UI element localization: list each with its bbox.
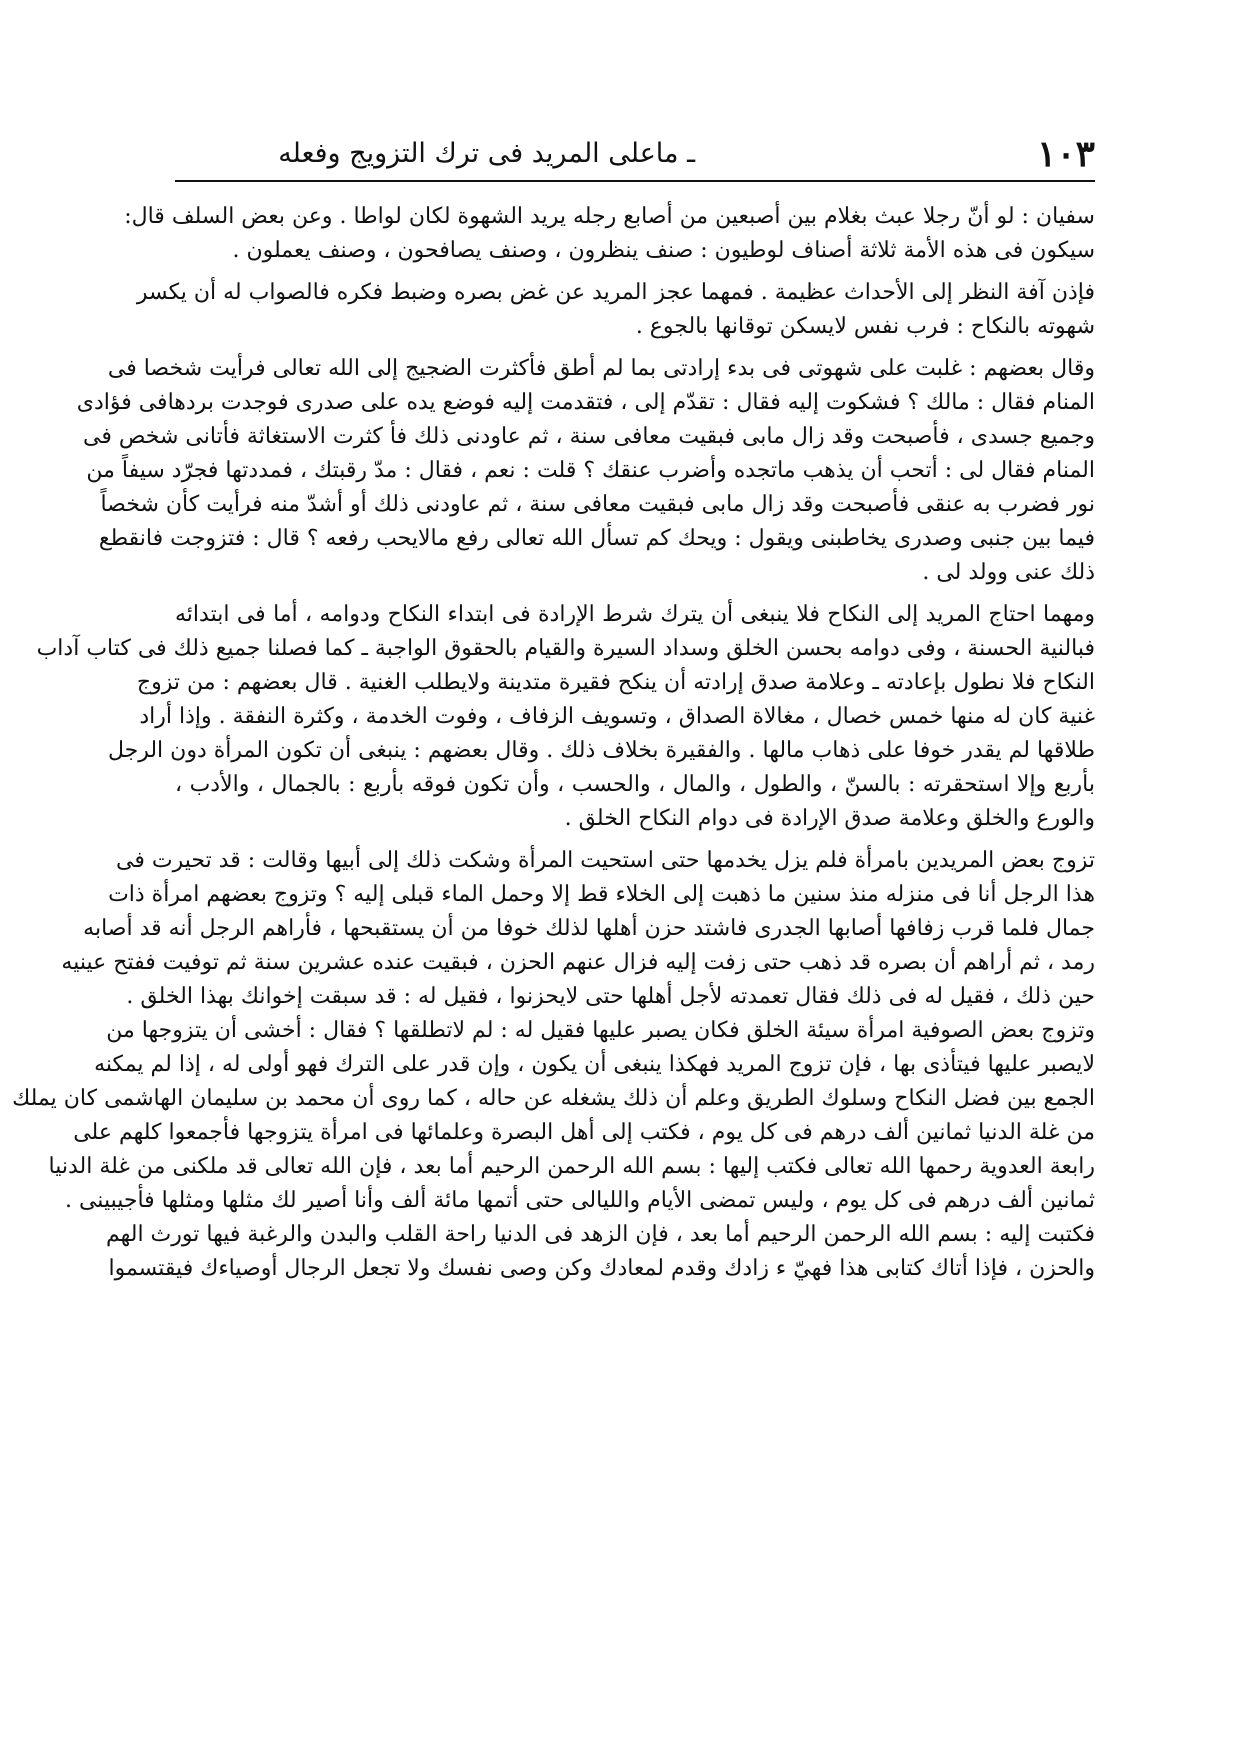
paragraph xyxy=(136,276,1095,344)
text-line: وقال بعضهم : غلبت على شهوتى فى بدء إرادتى بما لم أطق فأكثرت الضجيج إلى الله تعالى فرأيت شخصا فى xyxy=(107,356,1095,381)
text-line: غنية كان له منها خمس خصال ، مغالاة الصداق ، وتسويف الزفاف ، وفوت الخدمة ، وكثرة النفقة . وإذا أراد xyxy=(139,704,1095,729)
text-line: رمد ، ثم أراهم أن بصره قد ذهب حتى زفت إليه فزال عنهم الحزن ، فبقيت عنده عشرين سنة ثم توفيت ففتح عينيه xyxy=(61,950,1095,975)
running-title: ـ ماعلى المريد فى ترك التزويج وفعله xyxy=(278,138,695,169)
paragraph xyxy=(12,844,1095,1286)
text-line: والحزن ، فإذا أتاك كتابى هذا فهيّ ء زادك وقدم لمعادك وكن وصى نفسك ولا تجعل الرجال أوصياءك فيقتسموا xyxy=(108,1256,1095,1281)
header-rule xyxy=(175,180,1095,182)
text-line: حين ذلك ، فقيل له فى ذلك فقال تعمدته لأجل أهلها حتى لايحزنوا ، فقيل له : قد سبقت إخوانك بهذا الخلق . xyxy=(126,984,1095,1009)
text-line: المنام فقال لى : أتحب أن يذهب ماتجده وأضرب عنقك ؟ قلت : نعم ، فقال : مدّ رقبتك ، فمددتها فجرّد سيفاً من xyxy=(86,458,1095,483)
text-line: وجميع جسدى ، فأصبحت وقد زال مابى فبقيت معافى سنة ، ثم عاودنى ذلك فأ كثرت الاستغاثة فأتانى شخص فى xyxy=(82,424,1095,449)
text-line: سفيان : لو أنّ رجلا عبث بغلام بين أصبعين من أصابع رجله يريد الشهوة لكان لواطا . وعن بعض السلف قال: xyxy=(124,204,1095,229)
text-line: المنام فقال : مالك ؟ فشكوت إليه فقال : تقدّم إلى ، فتقدمت إليه فوضع يده على صدرى فوجدت بردهافى فؤادى xyxy=(76,390,1095,415)
text-line: لايصبر عليها فيتأذى بها ، فإن تزوج المريد فهكذا ينبغى أن يكون ، وإن قدر على الترك فهو أولى له ، إذا لم يمكنه xyxy=(94,1052,1095,1077)
text-line: بأربع وإلا استحقرته : بالسنّ ، والطول ، والمال ، والحسب ، وأن تكون فوقه بأربع : بالجمال ، والأدب ، xyxy=(175,772,1095,797)
text-line: فبالنية الحسنة ، وفى دوامه بحسن الخلق وسداد السيرة والقيام بالحقوق الواجبة ـ كما فصلنا جميع ذلك فى كتاب آداب xyxy=(36,636,1095,661)
paragraph xyxy=(76,352,1095,590)
page-header xyxy=(175,128,1095,180)
text-line: ذلك عنى وولد لى . xyxy=(922,560,1095,585)
text-line: تزوج بعض المريدين بامرأة فلم يزل يخدمها حتى استحيت المرأة وشكت ذلك إلى أبيها وقالت : قد تحيرت فى xyxy=(116,848,1095,873)
text-line: فإذن آفة النظر إلى الأحداث عظيمة . فمهما عجز المريد عن غض بصره وضبط فكره فالصواب له أن يكسر xyxy=(136,280,1095,305)
text-line: سيكون فى هذه الأمة ثلاثة أصناف لوطيون : صنف ينظرون ، وصنف يصافحون ، وصنف يعملون . xyxy=(232,238,1095,263)
text-line: نور فضرب به عنقى فأصبحت وقد زال مابى فبقيت معافى سنة ، ثم عاودنى ذلك أو أشدّ منه فرأيت كأن شخصاً xyxy=(100,492,1095,517)
text-line: فيما بين جنبى وصدرى يخاطبنى ويقول : ويحك كم تسأل الله تعالى رفع مالايحب رفعه ؟ قال : فتزوجت فانقطع xyxy=(98,526,1095,551)
text-line: طلاقها لم يقدر خوفا على ذهاب مالها . والفقيرة بخلاف ذلك . وقال بعضهم : ينبغى أن تكون المرأة دون الرجل xyxy=(107,738,1095,763)
text-line: هذا الرجل أنا فى منزله منذ سنين ما ذهبت إلى الخلاء قط إلا وحمل الماء قبلى إليه ؟ وتزوج بعضهم امرأة ذات xyxy=(108,882,1095,907)
paragraph xyxy=(36,598,1095,836)
text-line: وتزوج بعض الصوفية امرأة سيئة الخلق فكان يصبر عليها فقيل له : لم لاتطلقها ؟ فقال : أخشى أن يتزوجها من xyxy=(106,1018,1095,1043)
text-line: رابعة العدوية رحمها الله تعالى فكتب إليها : بسم الله الرحمن الرحيم أما بعد ، فإن الله تعالى قد ملكنى من غلة الدنيا xyxy=(48,1154,1095,1179)
text-line: الجمع بين فضل النكاح وسلوك الطريق وعلم أن ذلك يشغله عن حاله ، كما روى أن محمد بن سليمان الهاشمى كان يملك xyxy=(12,1086,1095,1111)
text-line: ثمانين ألف درهم فى كل يوم ، وليس تمضى الأيام والليالى حتى أتمها مائة ألف وأنا أصير لك مثلها ومثلها فأجيبينى . xyxy=(64,1188,1095,1213)
page-number: ١٠٣ xyxy=(1036,133,1095,175)
text-line: جمال فلما قرب زفافها أصابها الجدرى فاشتد حزن أهلها لذلك خوفا من أن يستقبحها ، فأراهم الرجل أنه قد أصابه xyxy=(83,916,1095,941)
body-text xyxy=(12,200,1095,1294)
text-line: والورع والخلق وعلامة صدق الإرادة فى دوام النكاح الخلق . xyxy=(564,806,1095,831)
text-line: ومهما احتاج المريد إلى النكاح فلا ينبغى أن يترك شرط الإرادة فى ابتداء النكاح ودوامه ، أما فى ابتدائه xyxy=(175,602,1095,627)
text-line: النكاح فلا نطول بإعادته ـ وعلامة صدق إرادته أن ينكح فقيرة متدينة ولايطلب الغنية . قال بعضهم : من تزوج xyxy=(136,670,1095,695)
paragraph xyxy=(124,200,1095,268)
text-line: من غلة الدنيا ثمانين ألف درهم فى كل يوم ، فكتب إلى أهل البصرة وعلمائها فى امرأة يتزوجها فأجمعوا كلهم على xyxy=(73,1120,1095,1145)
text-line: فكتبت إليه : بسم الله الرحمن الرحيم أما بعد ، فإن الزهد فى الدنيا راحة القلب والبدن والرغبة فيها تورث الهم xyxy=(105,1222,1095,1247)
text-line: شهوته بالنكاح : فرب نفس لايسكن توقانها بالجوع . xyxy=(635,314,1095,339)
